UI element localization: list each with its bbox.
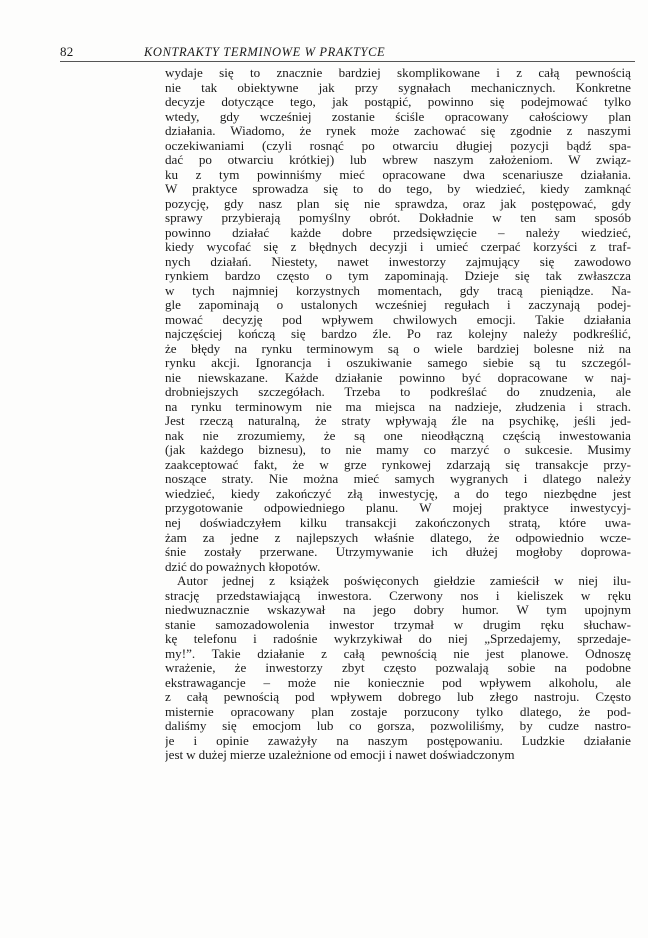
text-line: Jest rzeczą naturalną, że straty wpływają źle na psychikę, jeśli jed- xyxy=(165,414,631,429)
paragraph xyxy=(165,66,631,574)
text-line: misternie opracowany plan zostaje porzucony tylko dlatego, że pod- xyxy=(165,704,631,719)
text-line: jest w dużej mierze uzależnione od emocji i nawet doświadczonym xyxy=(165,748,515,763)
text-line: wydaje się to znacznie bardziej skomplikowane i z całą pewnością xyxy=(165,66,631,80)
text-line: działania. Wiadomo, że rynek może zachować się zgodnie z naszymi xyxy=(165,124,631,139)
text-line: drobniejszych szczegółach. Trzeba to podkreślać do znudzenia, ale xyxy=(165,385,631,400)
text-line: wiedzieć, kiedy zakończyć złą inwestycję, a do tego niezbędne jest xyxy=(165,486,631,501)
text-line: gle zapominają o ustalonych wcześniej regułach i zaczynają podej- xyxy=(165,298,631,313)
body-text xyxy=(165,66,631,763)
text-line: pozycję, gdy nasz plan się nie sprawdza, oraz jak postępować, gdy xyxy=(165,196,631,211)
text-line: nak nie zrozumiemy, że są one nieodłączną częścią inwestowania xyxy=(165,428,631,443)
text-line: rynkiem bardzo często o tym zapominają. Dzieje się tak zwłaszcza xyxy=(165,269,631,284)
text-line: oczekiwaniami (czyli rosnąć po otwarciu długiej pozycji bądź spa- xyxy=(165,138,631,153)
text-line: śnie zostały przerwane. Utrzymywanie ich dłużej mogłoby doprowa- xyxy=(165,545,631,560)
text-line: powinno działać każde dobre przedsięwzięcie – należy wiedzieć, xyxy=(165,225,631,240)
text-line: że błędy na rynku terminowym są o wiele bardziej bolesne niż na xyxy=(165,341,631,356)
text-line: noszące straty. Nie można mieć samych wygranych i dlatego należy xyxy=(165,472,631,487)
paragraph xyxy=(165,574,631,763)
text-line: strację przedstawiającą inwestora. Czerwony nos i kieliszek w ręku xyxy=(165,588,631,603)
text-line: na rynku terminowym nie ma miejsca na nadzieje, złudzenia i strach. xyxy=(165,399,631,414)
text-line: nie tak obiektywne jak przy sygnałach mechanicznych. Konkretne xyxy=(165,80,631,95)
text-line: stanie samozadowolenia inwestor trzymał w drugim ręku słuchaw- xyxy=(165,617,631,632)
text-line: mować decyzję pod wpływem chwilowych emocji. Takie działania xyxy=(165,312,631,327)
text-line: kiedy wycofać się z błędnych decyzji i umieć czerpać korzyści z traf- xyxy=(165,240,631,255)
text-line: Autor jednej z książek poświęconych giełdzie zamieścił w niej ilu- xyxy=(177,574,631,589)
text-line: przygotowanie odpowiedniego planu. W mojej praktyce inwestycyj- xyxy=(165,501,631,516)
text-line: wtedy, gdy wcześniej zostanie ściśle opracowany całościowy plan xyxy=(165,109,631,124)
text-line: je i opinie zaważyły na naszym postępowaniu. Ludzkie działanie xyxy=(165,733,631,748)
text-line: sprawy przybierają pomyślny obrót. Dokładnie w ten sam sposób xyxy=(165,211,631,226)
text-line: decyzje dotyczące tego, jak postąpić, powinno się podejmować tylko xyxy=(165,95,631,110)
text-line: nie niewskazane. Każde działanie powinno być dopracowane w naj- xyxy=(165,370,631,385)
text-line: ekstrawagancje – może nie koniecznie pod wpływem alkoholu, ale xyxy=(165,675,631,690)
text-line: w tych najmniej korzystnych momentach, gdy tracą pieniądze. Na- xyxy=(165,283,631,298)
text-line: zaakceptować fakt, że w grze rynkowej zdarzają się transakcje przy- xyxy=(165,457,631,472)
text-line: (jak każdego biznesu), to nie mamy co marzyć o sukcesie. Musimy xyxy=(165,443,631,458)
text-line: z całą pewnością pod wpływem dobrego lub złego nastroju. Często xyxy=(165,690,631,705)
text-line: nej doświadczyłem kilku transakcji zakończonych stratą, które uwa- xyxy=(165,515,631,530)
text-line: rynku akcji. Ignorancja i oszukiwanie samego siebie są tu szczegól- xyxy=(165,356,631,371)
text-line: nych działań. Niestety, nawet inwestorzy zajmujący się zawodowo xyxy=(165,254,631,269)
text-line: wrażenie, że inwestorzy zbyt często pozwalają sobie na podobne xyxy=(165,661,631,676)
text-line: niedwuznacznie wskazywał na jego dobry humor. W tym upojnym xyxy=(165,603,631,618)
page-number: 82 xyxy=(60,44,74,59)
text-line: W praktyce sprowadza się to do tego, by wiedzieć, kiedy zamknąć xyxy=(165,182,631,197)
text-line: najczęściej kończą się bardzo źle. Po raz kolejny należy podkreślić, xyxy=(165,327,631,342)
text-line: daliśmy się emocjom lub co gorsza, pozwoliliśmy, by cudze nastro- xyxy=(165,719,631,734)
text-line: dzić do poważnych kłopotów. xyxy=(165,559,321,574)
text-line: żam za jedne z najlepszych właśnie dlatego, że odpowiednio wcze- xyxy=(165,530,631,545)
header-rule xyxy=(60,61,635,62)
text-line: ku z tym powinniśmy mieć opracowane dwa scenariusze działania. xyxy=(165,167,631,182)
text-line: my!”. Takie działanie z całą pewnością nie jest planowe. Odnoszę xyxy=(165,646,631,661)
text-line: kę telefonu i radośnie wykrzykiwał do niej „Sprzedajemy, sprzedaje- xyxy=(165,632,631,647)
running-title: KONTRAKTY TERMINOWE W PRAKTYCE xyxy=(144,45,386,59)
text-line: dać po otwarciu krótkiej) lub wbrew naszym założeniom. W związ- xyxy=(165,153,631,168)
running-head xyxy=(60,44,608,60)
